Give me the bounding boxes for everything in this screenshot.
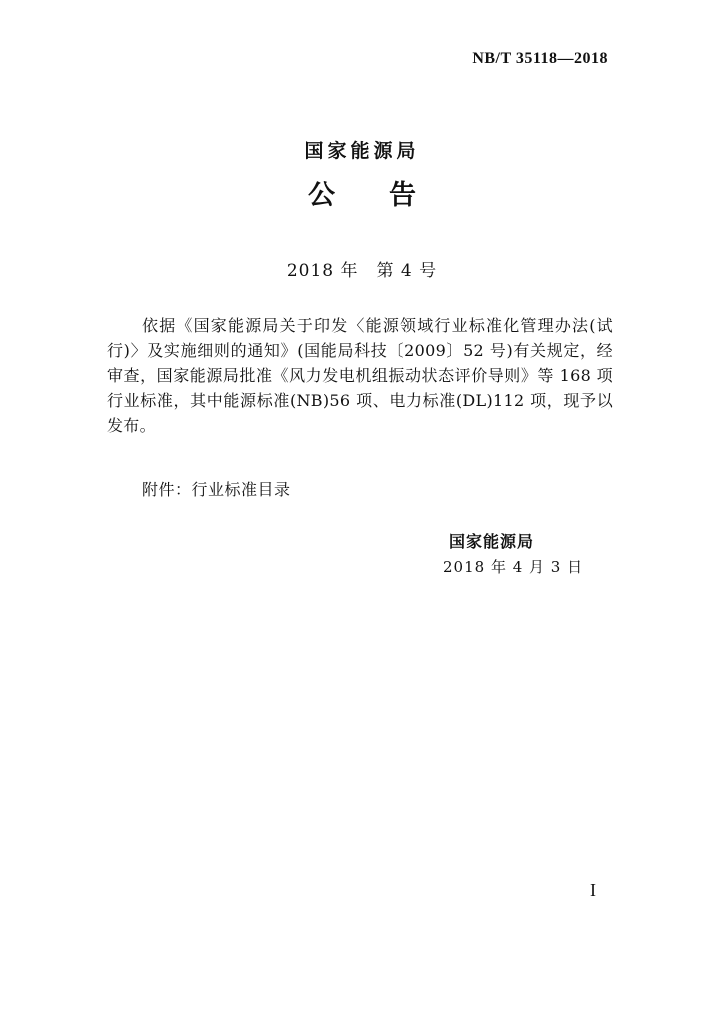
page-number: I (590, 880, 596, 900)
notice-body (107, 313, 613, 438)
body-paragraph: 依据《国家能源局关于印发〈能源领域行业标准化管理办法(试行)〉及实施细则的通知》(国能局科技〔2009〕52 号)有关规定，经审查，国家能源局批准《风力发电机组振动状态评价导则》等 168 项行业标准，其中能源标准(NB)56 项、电力标准(DL)112 项，现予以发布。 (107, 316, 613, 435)
document-type-title: 公告 (308, 180, 470, 211)
document-number: 2018 年 第 4 号 (286, 261, 438, 281)
attachment-line: 附件：行业标准目录 (142, 480, 291, 499)
signature-date: 2018 年 4 月 3 日 (443, 558, 584, 576)
issuer-title: 国家能源局 (304, 140, 420, 162)
standard-code: NB/T 35118—2018 (472, 50, 608, 67)
signature-issuer: 国家能源局 (449, 532, 535, 551)
